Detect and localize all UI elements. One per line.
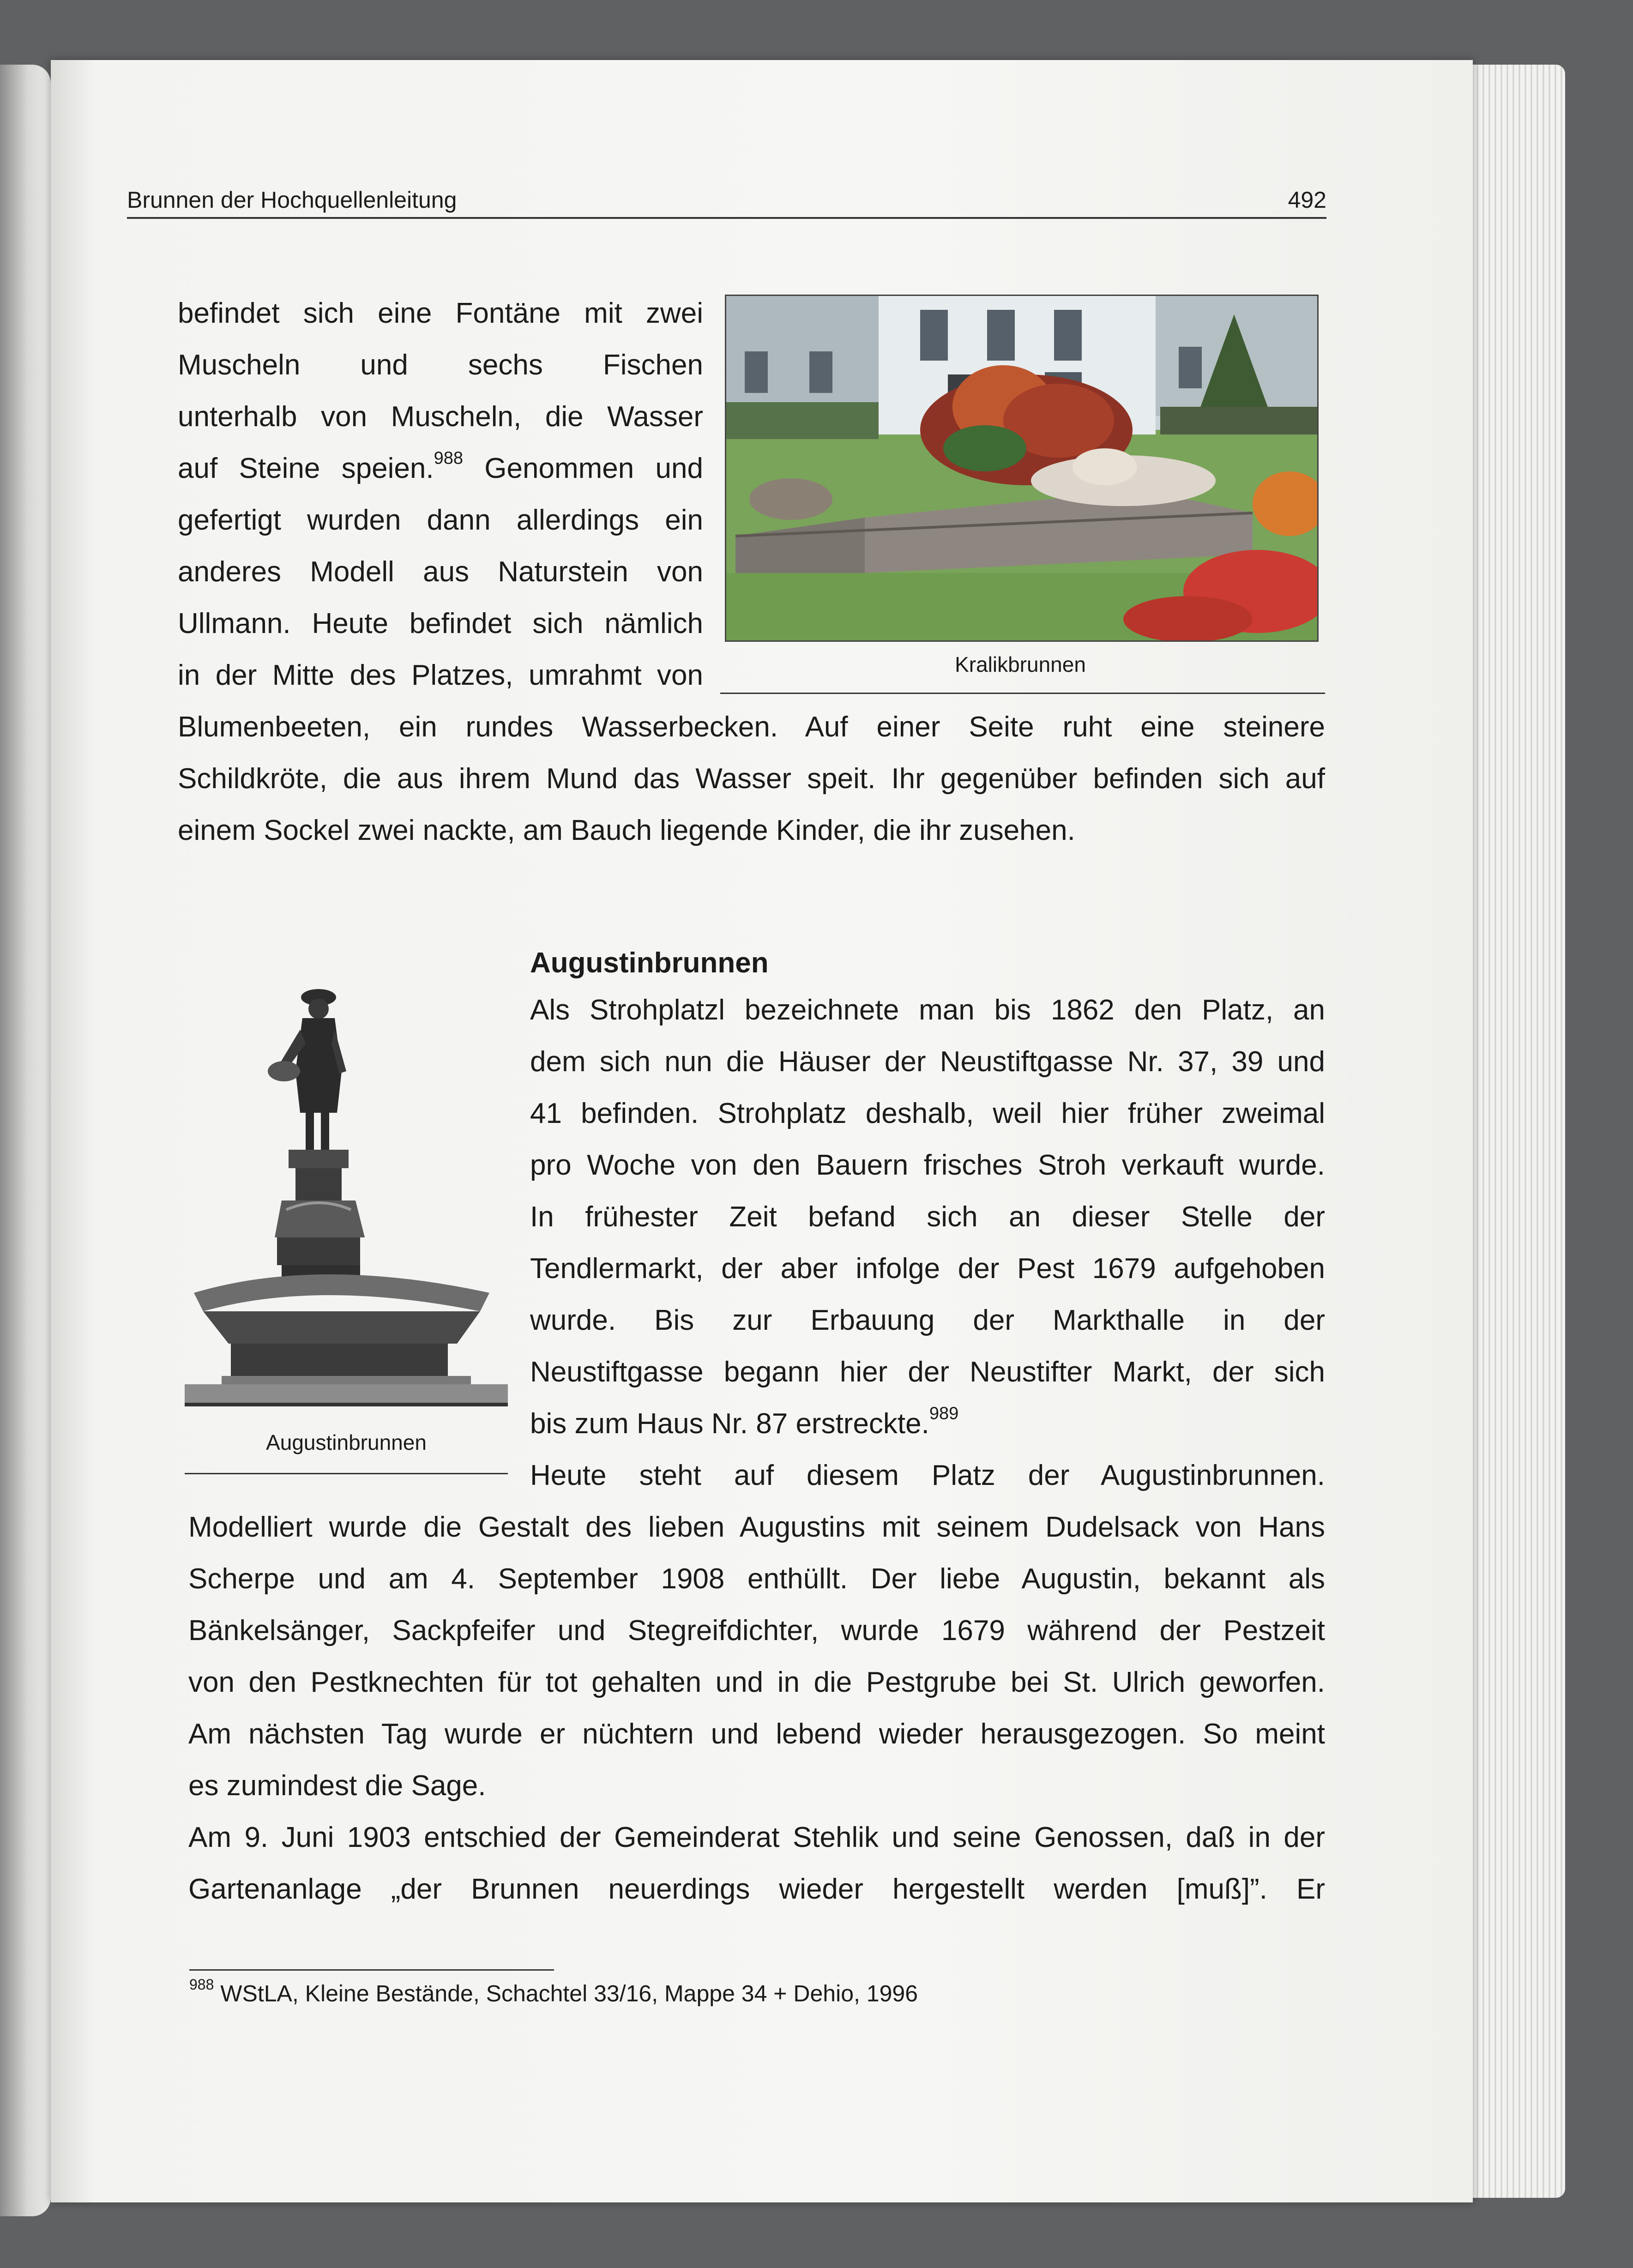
text-line: In frühester Zeit befand sich an dieser Stelle der <box>530 1201 1325 1233</box>
augustinbrunnen-illustration <box>185 979 508 1422</box>
augustin-caption: Augustinbrunnen <box>266 1430 427 1454</box>
kralik-caption-rule <box>720 693 1325 694</box>
text-fragment: Genommen und <box>463 452 703 484</box>
text-line: Gartenanlage „der Brunnen neuerdings wieder hergestellt werden [muß]”. Er <box>188 1873 1325 1905</box>
text-line: Muscheln und sechs Fischen <box>178 349 703 381</box>
kralik-caption: Kralikbrunnen <box>955 652 1086 676</box>
text-line: es zumindest die Sage. <box>188 1770 486 1802</box>
text-line: einem Sockel zwei nackte, am Bauch liegende Kinder, die ihr zusehen. <box>178 814 1075 846</box>
text-line: anderes Modell aus Naturstein von <box>178 556 703 588</box>
section-heading: Augustinbrunnen <box>530 947 769 979</box>
augustin-caption-rule <box>185 1473 508 1474</box>
footnote-rule <box>189 1969 554 1971</box>
page-number: 492 <box>1288 187 1326 213</box>
text-line: dem sich nun die Häuser der Neustiftgasse Nr. 37, 39 und <box>530 1046 1325 1078</box>
footnote-ref-988[interactable]: 988 <box>434 448 463 468</box>
section-full-width <box>188 1502 1325 1915</box>
text-line: Am 9. Juni 1903 entschied der Gemeinderat Stehlik und seine Genossen, daß in der <box>188 1822 1325 1853</box>
text-line: Am nächsten Tag wurde er nüchtern und lebend wieder herausgezogen. So meint <box>188 1718 1325 1750</box>
text-line: Scherpe und am 4. September 1908 enthüllt. Der liebe Augustin, bekannt als <box>188 1563 1325 1595</box>
text-fragment: bis zum Haus Nr. 87 erstreckte. <box>530 1408 929 1440</box>
text-line: in der Mitte des Platzes, umrahmt von <box>178 659 703 691</box>
text-line: Als Strohplatzl bezeichnete man bis 1862 den Platz, an <box>530 994 1325 1026</box>
text-line: Ullmann. Heute befindet sich nämlich <box>178 608 703 639</box>
text-line: pro Woche von den Bauern frisches Stroh verkauft wurde. <box>530 1149 1325 1181</box>
running-title: Brunnen der Hochquellenleitung <box>127 187 457 213</box>
kralikbrunnen-photo <box>725 295 1319 642</box>
text-line: Modelliert wurde die Gestalt des lieben Augustins mit seinem Dudelsack von Hans <box>188 1511 1325 1543</box>
text-line: 41 befinden. Strohplatz deshalb, weil hier früher zweimal <box>530 1098 1325 1129</box>
page-header <box>127 180 1326 219</box>
text-line: Tendlermarkt, der aber infolge der Pest 1679 aufgehoben <box>530 1253 1325 1285</box>
text-line: befindet sich eine Fontäne mit zwei <box>178 297 703 329</box>
text-line: Bänkelsänger, Sackpfeifer und Stegreifdichter, wurde 1679 während der Pestzeit <box>188 1615 1325 1647</box>
text-line: Schildkröte, die aus ihrem Mund das Wasser speit. Ihr gegenüber befinden sich auf <box>178 763 1325 795</box>
paragraph1-beside-photo <box>178 288 703 701</box>
text-line: unterhalb von Muscheln, die Wasser <box>178 401 703 433</box>
footnote-988 <box>189 1976 918 2007</box>
text-line: von den Pestknechten für tot gehalten und in die Pestgrube bei St. Ulrich geworfen. <box>188 1666 1325 1698</box>
text-line: Neustiftgasse begann hier der Neustifter Markt, der sich <box>530 1356 1325 1388</box>
text-line: Heute steht auf diesem Platz der Augustinbrunnen. <box>530 1460 1325 1491</box>
paragraph1-full-width <box>178 701 1325 857</box>
footnote-text: WStLA, Kleine Bestände, Schachtel 33/16, Mappe 34 + Dehio, 1996 <box>220 1980 918 2007</box>
left-page-edge <box>0 65 51 2216</box>
text-line: wurde. Bis zur Erbauung der Markthalle in der <box>530 1304 1325 1336</box>
text-line: gefertigt wurden dann allerdings ein <box>178 504 703 536</box>
section-beside-statue <box>530 984 1325 1502</box>
text-line-with-footnote-ref <box>530 1398 1325 1450</box>
text-line-with-footnote-ref <box>178 443 703 495</box>
footnote-ref-989[interactable]: 989 <box>929 1404 959 1424</box>
footnote-number: 988 <box>189 1976 214 1993</box>
text-line: Blumenbeeten, ein rundes Wasserbecken. Auf einer Seite ruht eine steinere <box>178 711 1325 743</box>
text-fragment: auf Steine speien. <box>178 452 434 484</box>
